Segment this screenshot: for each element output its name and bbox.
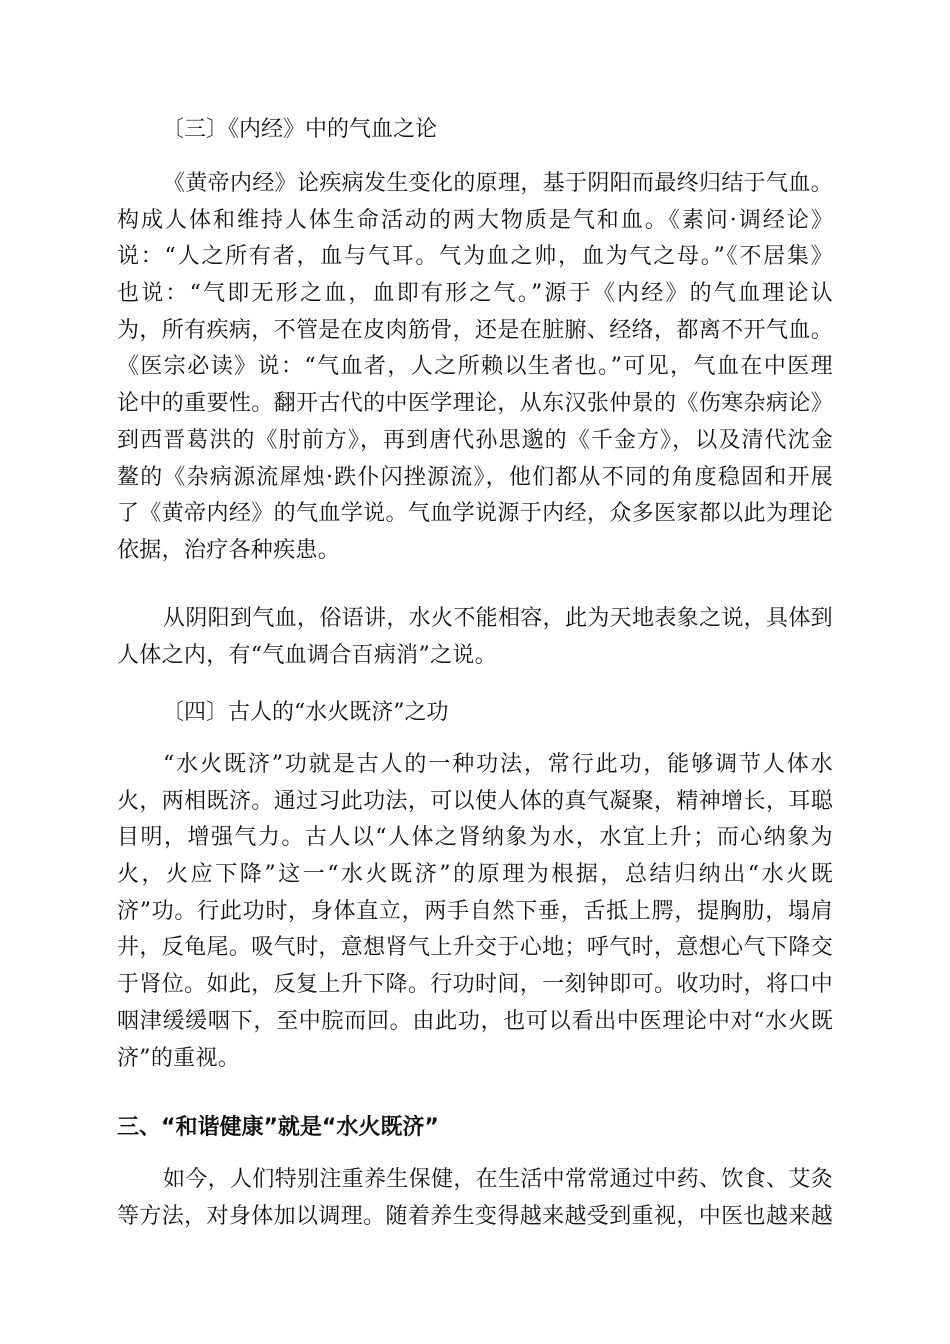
paragraph-line: 济”的重视。 [117,1045,241,1071]
paragraph-line: 构成人体和维持人体生命活动的两大物质是气和血。《素问·调经论》 [117,207,833,233]
paragraph-line: 目明，增强气力。古人以“人体之肾纳象为水，水宜上升；而心纳象为 [117,825,833,851]
subsection-three-title: 〔三〕《内经》中的气血之论 [162,117,438,142]
paragraph-line: 《黄帝内经》论疾病发生变化的原理，基于阴阳而最终归结于气血。 [163,171,833,196]
paragraph-line: 火，火应下降”这一“水火既济”的原理为根据，总结归纳出“水火既 [117,862,833,888]
paragraph-qi-blood [117,166,833,570]
paragraph-water-fire-exercise [117,747,833,1077]
paragraph-line: 到西晋葛洪的《肘前方》，再到唐代孙思邈的《千金方》，以及清代沈金 [117,427,833,453]
paragraph-line: 火，两相既济。通过习此功法，可以使人体的真气凝聚，精神增长，耳聪 [117,788,833,814]
paragraph-yin-yang [117,601,833,674]
paragraph-line: 鳌的《杂病源流犀烛·跌仆闪挫源流》，他们都从不同的角度稳固和开展 [117,464,833,490]
paragraph-line: 为，所有疾病，不管是在皮肉筋骨，还是在脏腑、经络，都离不开气血。 [117,317,833,343]
paragraph-line: 济”功。行此功时，身体直立，两手自然下垂，舌抵上腭，提胸肋，塌肩 [117,898,833,924]
paragraph-line: 《医宗必读》说：“气血者，人之所赖以生者也。”可见，气血在中医理 [117,354,833,380]
section-three-heading: 三、“和谐健康”就是“水火既济” [117,1115,439,1140]
paragraph-line: 说：“人之所有者，血与气耳。气为血之帅，血为气之母。”《不居集》 [117,244,833,270]
subsection-four-title: 〔四〕古人的“水火既济”之功 [162,700,449,725]
paragraph-line: 依据，治疗各种疾患。 [117,537,341,563]
paragraph-line: 于肾位。如此，反复上升下降。行功时间，一刻钟即可。收功时，将口中 [117,972,833,998]
paragraph-line: 论中的重要性。翻开古代的中医学理论，从东汉张仲景的《伤寒杂病论》 [117,391,833,417]
paragraph-line: 从阴阳到气血，俗语讲，水火不能相容，此为天地表象之说，具体到 [163,606,833,631]
paragraph-line: “水火既济”功就是古人的一种功法，常行此功，能够调节人体水 [163,752,833,777]
paragraph-line: 了《黄帝内经》的气血学说。气血学说源于内经，众多医家都以此为理论 [117,501,833,527]
paragraph-health-preservation [117,1162,833,1235]
paragraph-line: 如今，人们特别注重养生保健，在生活中常常通过中药、饮食、艾灸 [163,1167,833,1192]
paragraph-line: 也说：“气即无形之血，血即有形之气。”源于《内经》的气血理论认 [117,281,833,307]
paragraph-line: 咽津缓缓咽下，至中脘而回。由此功，也可以看出中医理论中对“水火既 [117,1008,833,1034]
paragraph-line: 人体之内，有“气血调合百病消”之说。 [117,642,497,668]
paragraph-line: 等方法，对身体加以调理。随着养生变得越来越受到重视，中医也越来越 [117,1203,833,1229]
paragraph-line: 井，反龟尾。吸气时，意想肾气上升交于心地；呼气时，意想心气下降交 [117,935,833,961]
